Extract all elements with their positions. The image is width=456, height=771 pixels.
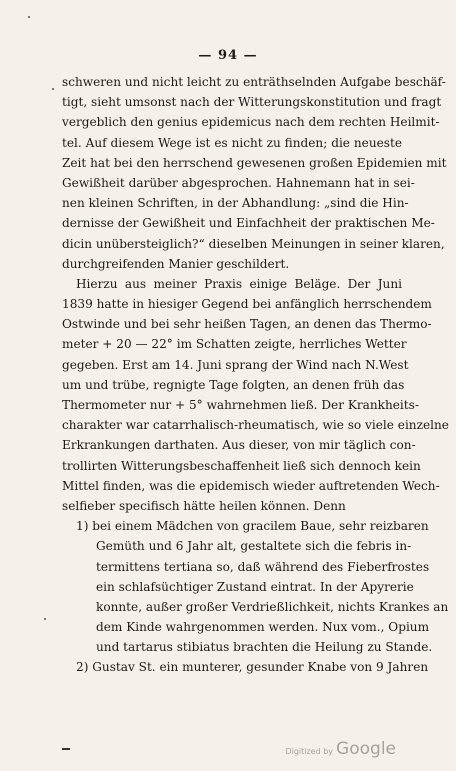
margin-mark: [62, 748, 70, 750]
text-line: Mittel finden, was die epidemisch wieder auftretenden Wech-: [62, 478, 440, 493]
text-line: Zeit hat bei den herrschend gewesenen großen Epidemien mit: [62, 155, 447, 170]
text-line: 1839 hatte in hiesiger Gegend bei anfänglich herrschendem: [62, 297, 432, 312]
text-line: 2) Gustav St. ein munterer, gesunder Knabe von 9 Jahren: [76, 660, 429, 675]
text-line: Gewißheit darüber abgesprochen. Hahnemann hat in sei-: [62, 175, 415, 190]
digitized-watermark: [285, 739, 396, 759]
watermark-prefix: Digitized by: [285, 747, 334, 756]
text-line: dernisse der Gewißheit und Einfachheit der praktischen Me-: [62, 216, 435, 231]
text-line: nen kleinen Schriften, in der Abhandlung: „sind die Hin-: [62, 196, 409, 211]
text-line: Hierzu aus meiner Praxis einige Beläge. Der Juni: [76, 276, 402, 291]
text-line: termittens tertiana so, daß während des Fieberfrostes: [96, 559, 430, 574]
paper-speck: [28, 16, 30, 18]
text-line: dicin unübersteiglich?“ dieselben Meinungen in seiner klaren,: [62, 236, 445, 251]
page-number-header: — 94 —: [198, 48, 258, 63]
text-line: charakter war catarrhalisch-rheumatisch, wie so viele einzelne: [62, 418, 449, 433]
text-line: tel. Auf diesem Wege ist es nicht zu finden; die neueste: [62, 135, 402, 150]
text-line: Thermometer nur + 5° wahrnehmen ließ. Der Krankheits-: [62, 398, 419, 412]
text-line: und tartarus stibiatus brachten die Heilung zu Stande.: [96, 640, 433, 655]
text-line: Ostwinde und bei sehr heißen Tagen, an denen das Thermo-: [62, 317, 432, 332]
paper-speck: [52, 88, 54, 90]
body-text: [62, 72, 449, 678]
text-line: konnte, außer großer Verdrießlichkeit, nichts Krankes an: [96, 599, 449, 614]
text-line: ein schlafsüchtiger Zustand eintrat. In der Apyrerie: [96, 579, 414, 594]
text-line: dem Kinde wahrgenommen werden. Nux vom., Opium: [96, 620, 430, 635]
text-line: tigt, sieht umsonst nach der Witterungskonstitution und fragt: [62, 95, 442, 110]
text-line: durchgreifenden Manier geschildert.: [62, 256, 290, 271]
text-line: schweren und nicht leicht zu enträthselnden Aufgabe beschäf-: [62, 75, 446, 89]
text-line: trollirten Witterungsbeschaffenheit ließ sich dennoch kein: [62, 458, 421, 473]
text-line: selfieber specifisch hätte heilen können. Denn: [62, 498, 346, 513]
text-line: meter + 20 — 22° im Schatten zeigte, herrliches Wetter: [62, 337, 407, 352]
text-line: vergeblich den genius epidemicus nach dem rechten Heilmit-: [62, 115, 440, 130]
google-logo: Google: [336, 739, 396, 759]
text-line: 1) bei einem Mädchen von gracilem Baue, sehr reizbaren: [76, 519, 429, 534]
text-line: um und trübe, regnigte Tage folgten, an denen früh das: [62, 377, 405, 392]
paper-speck: [44, 618, 46, 620]
text-line: Gemüth und 6 Jahr alt, gestaltete sich die febris in-: [96, 539, 412, 554]
text-line: Erkrankungen darthaten. Aus dieser, von mir täglich con-: [62, 438, 416, 453]
text-line: gegeben. Erst am 14. Juni sprang der Wind nach N.West: [62, 357, 409, 372]
